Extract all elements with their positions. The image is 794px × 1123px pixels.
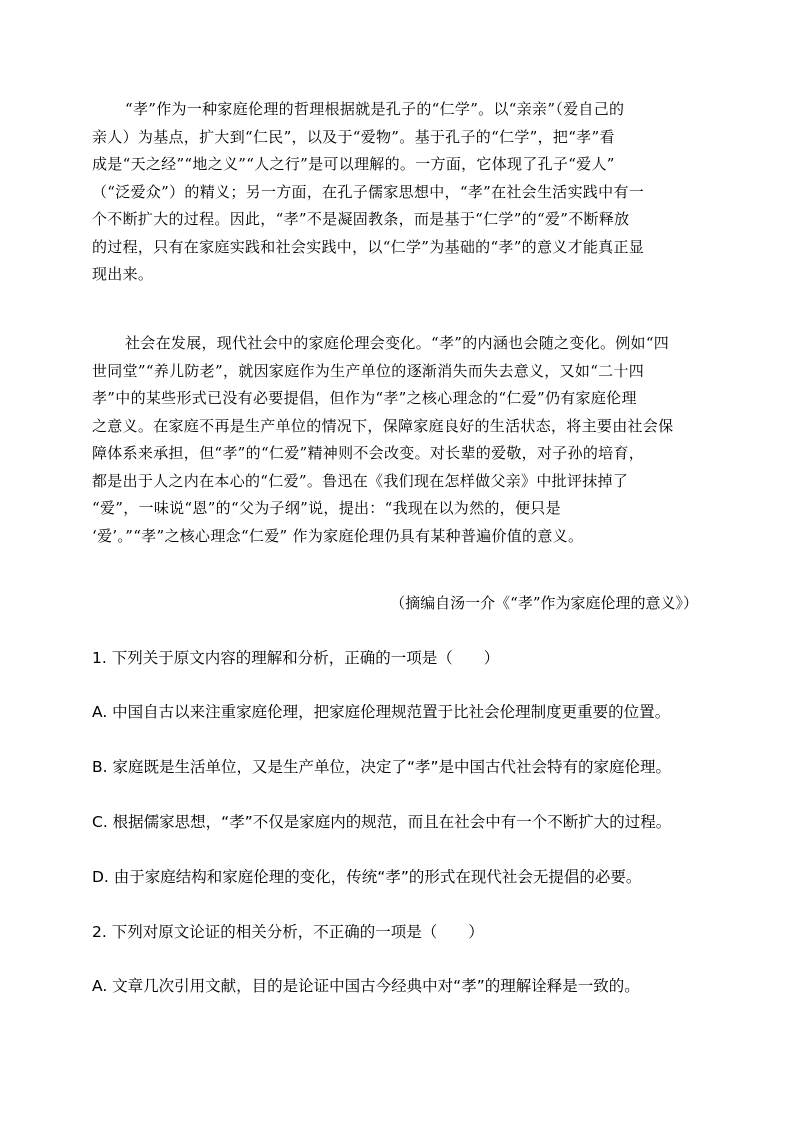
passage-line: 个不断扩大的过程。因此，“孝”不是凝固教条，而是基于“仁学”的“爱”不断释放 (92, 210, 630, 228)
passage-line: ‘爱’。”“孝”之核心理念“仁爱” 作为家庭伦理仍具有某种普遍价值的意义。 (92, 526, 584, 545)
passage-line: 亲人）为基点，扩大到“仁民”，以及于“爱物”。基于孔子的“仁学”，把“孝”看 (92, 127, 615, 146)
passage-source-citation: （摘编自汤一介《“孝”作为家庭伦理的意义》） (390, 594, 698, 612)
passage-line: 障体系来承担，但“孝”的“仁爱”精神则不会改变。对长辈的爱敬，对子孙的培育， (92, 444, 645, 462)
question-2-option-a: A. 文章几次引用文献，目的是论证中国古今经典中对“孝”的理解诠释是一致的。 (92, 977, 640, 995)
passage-line: （“泛爱众”）的精义；另一方面，在孔子儒家思想中，“孝”在社会生活实践中有一 (92, 182, 645, 201)
passage-line: 孝”中的某些形式已没有必要提倡，但作为“孝”之核心理念的“仁爱”仍有家庭伦理 (92, 389, 637, 407)
question-1-option-b: B. 家庭既是生活单位，又是生产单位，决定了“孝”是中国古代社会特有的家庭伦理。 (92, 758, 672, 776)
passage-line: “爱”，一味说“恩”的“父为子纲”说，提出：“我现在以为然的，便只是 (92, 499, 561, 517)
passage-line: 之意义。在家庭不再是生产单位的情况下，保障家庭良好的生活状态，将主要由社会保 (92, 416, 674, 435)
passage-line: 社会在发展，现代社会中的家庭伦理会变化。“孝”的内涵也会随之变化。例如“四 (125, 334, 670, 352)
question-1-option-a: A. 中国自古以来注重家庭伦理，把家庭伦理规范置于比社会伦理制度更重要的位置。 (92, 703, 671, 721)
passage-line: 都是出于人之内在本心的“仁爱”。鲁迅在《我们现在怎样做父亲》中批评抹掉了 (92, 471, 629, 490)
passage-line: 世同堂”“养儿防老”，就因家庭作为生产单位的逐渐消失而失去意义，又如“二十四 (92, 361, 645, 380)
question-1-stem: 1. 下列关于原文内容的理解和分析，正确的一项是（ ） (92, 649, 500, 667)
passage-line: “孝”作为一种家庭伦理的哲理根据就是孔子的“仁学”。以“亲亲”（爱自己的 (125, 100, 625, 118)
question-2-stem: 2. 下列对原文论证的相关分析，不正确的一项是（ ） (92, 923, 484, 941)
passage-line: 成是“天之经”“地之义”“人之行”是可以理解的。一方面，它体现了孔子“爱人” (92, 155, 615, 173)
passage-paragraph-1 (92, 96, 708, 289)
question-1-option-c: C. 根据儒家思想，“孝”不仅是家庭内的规范，而且在社会中有一个不断扩大的过程。 (92, 813, 672, 831)
passage-line: 现出来。 (92, 265, 154, 283)
passage-line: 的过程，只有在家庭实践和社会实践中，以“仁学”为基础的“孝”的意义才能真正显 (92, 237, 645, 256)
passage-paragraph-2 (92, 330, 708, 550)
question-1-option-d: D. 由于家庭结构和家庭伦理的变化，传统“孝”的形式在现代社会无提倡的必要。 (92, 868, 642, 886)
